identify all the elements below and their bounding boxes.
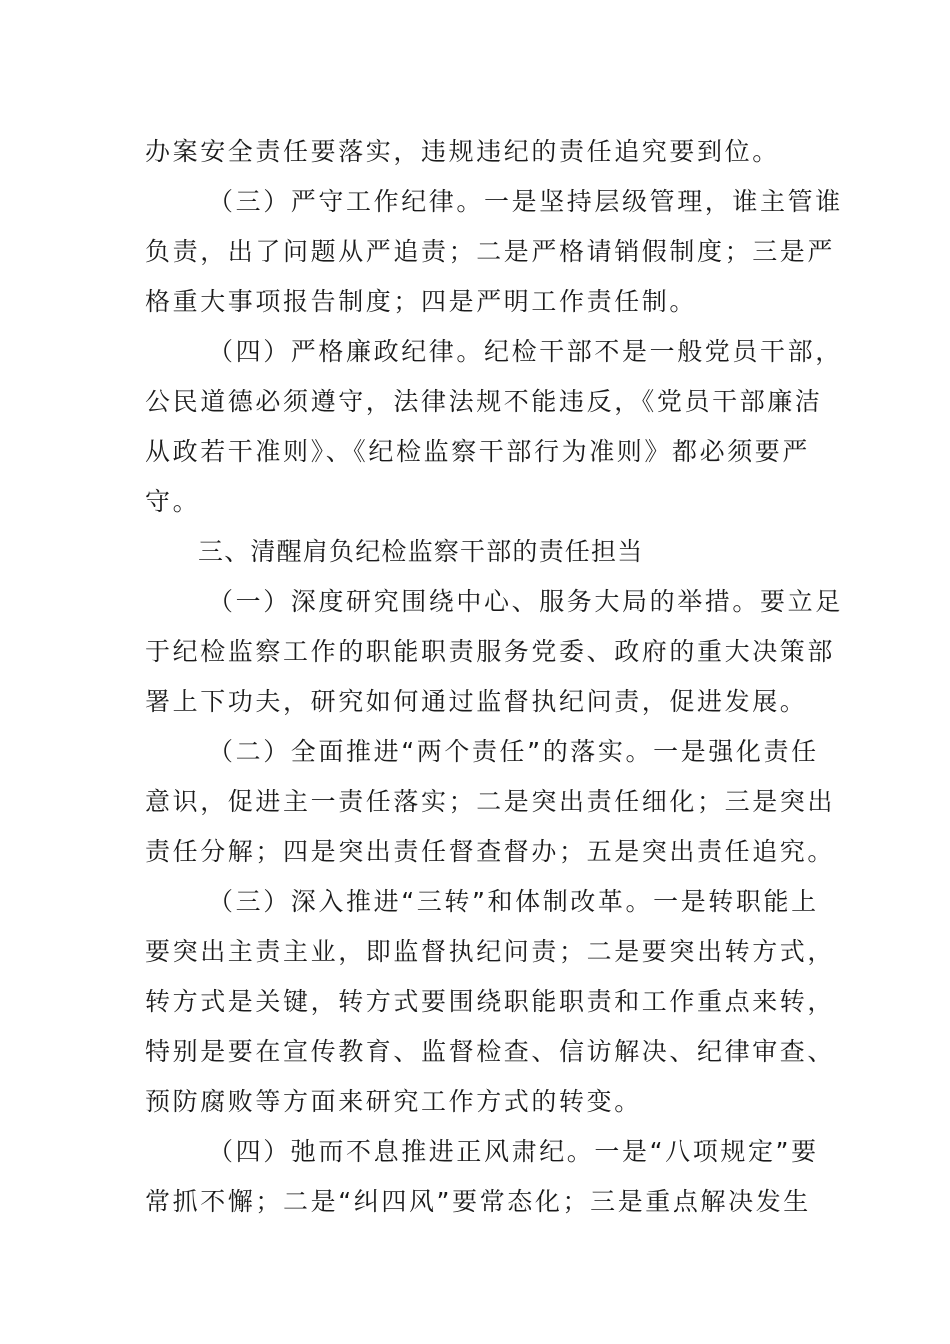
text-line: 格重大事项报告制度；四是严明工作责任制。 xyxy=(145,287,698,316)
text-line: 公民道德必须遵守，法律法规不能违反，《党员干部廉洁 xyxy=(145,387,823,416)
text-line: 预防腐败等方面来研究工作方式的转变。 xyxy=(145,1087,642,1116)
text-line: 要突出主责主业，即监督执纪问责；二是要突出转方式， xyxy=(145,937,836,966)
text-line: 从政若干准则》、《纪检监察干部行为准则》都必须要严 xyxy=(145,437,811,466)
text-line: 署上下功夫，研究如何通过监督执纪问责，促进发展。 xyxy=(145,687,808,716)
paragraph-start-line: （四）严格廉政纪律。纪检干部不是一般党员干部， xyxy=(208,337,843,366)
paragraph-start-line: （一）深度研究围绕中心、服务大局的举措。要立足 xyxy=(208,587,843,616)
text-line: 意识，促进主一责任落实；二是突出责任细化；三是突出 xyxy=(145,787,836,816)
paragraph-start-line: （三）严守工作纪律。一是坚持层级管理，谁主管谁 xyxy=(208,187,843,216)
section-heading: 三、清醒肩负纪检监察干部的责任担当 xyxy=(198,537,644,566)
text-line: 常抓不懈；二是“纠四风”要常态化；三是重点解决发生 xyxy=(145,1187,811,1216)
paragraph-start-line: （二）全面推进“两个责任”的落实。一是强化责任 xyxy=(208,737,819,766)
text-line: 于纪检监察工作的职能职责服务党委、政府的重大决策部 xyxy=(145,637,836,666)
text-line: 责任分解；四是突出责任督查督办；五是突出责任追究。 xyxy=(145,837,836,866)
text-line: 办案安全责任要落实，违规违纪的责任追究要到位。 xyxy=(145,137,780,166)
text-line: 特别是要在宣传教育、监督检查、信访解决、纪律审查、 xyxy=(145,1037,836,1066)
text-line: 转方式是关键，转方式要围绕职能职责和工作重点来转， xyxy=(145,987,836,1016)
text-line: 守。 xyxy=(145,487,201,516)
paragraph-start-line: （三）深入推进“三转”和体制改革。一是转职能上 xyxy=(208,887,819,916)
paragraph-start-line: （四）弛而不息推进正风肃纪。一是“八项规定”要 xyxy=(208,1137,819,1166)
text-line: 负责，出了问题从严追责；二是严格请销假制度；三是严 xyxy=(145,237,836,266)
